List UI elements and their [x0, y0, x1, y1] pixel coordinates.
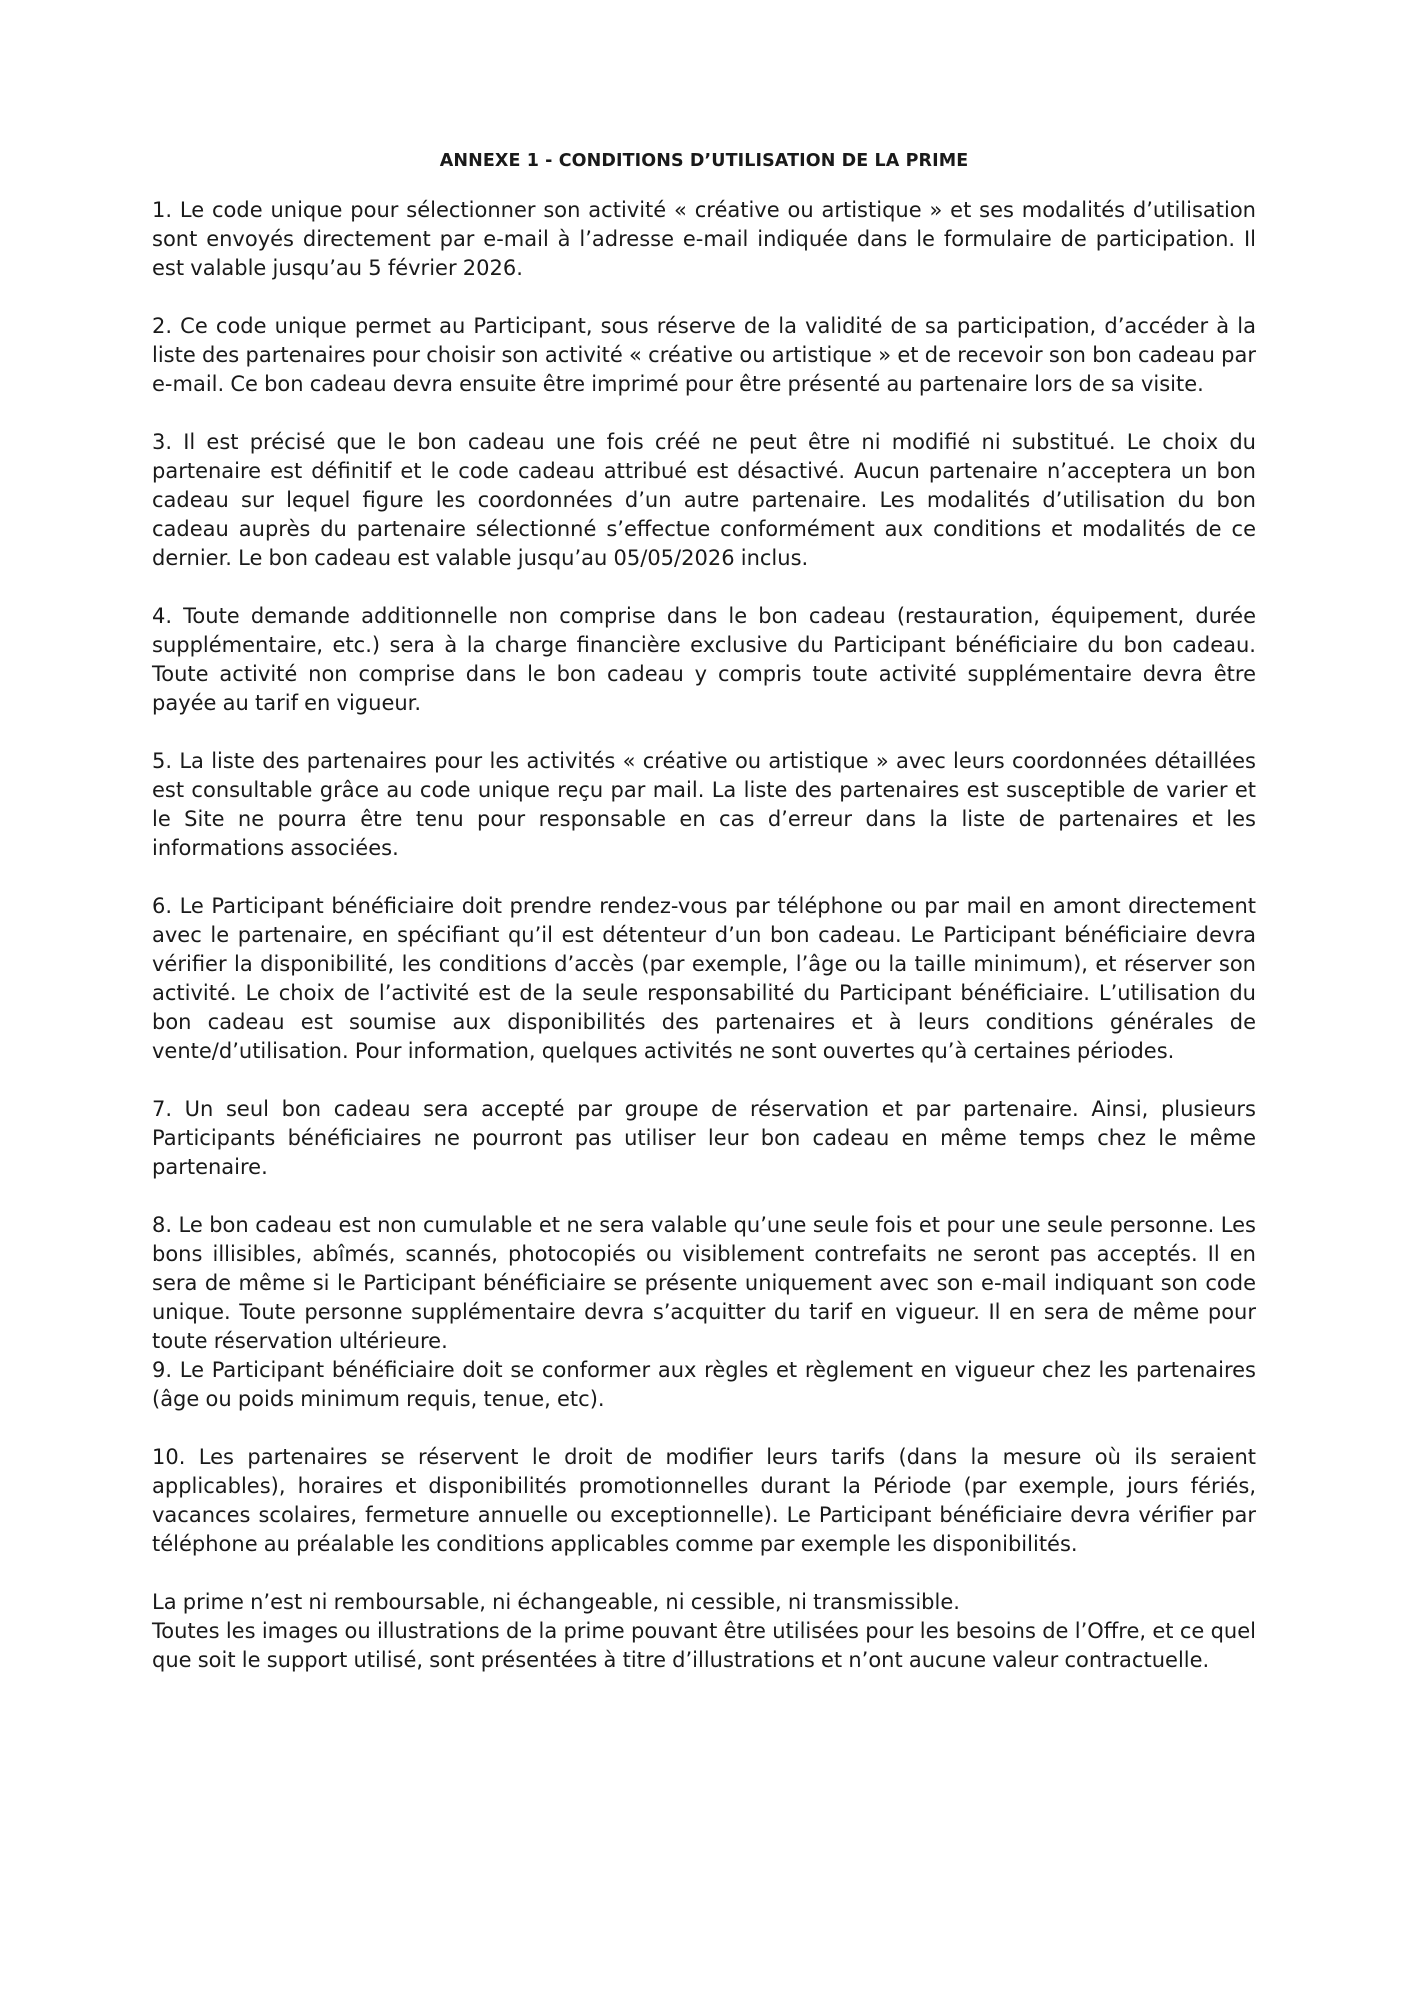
spacer: [152, 283, 1256, 312]
spacer: [152, 399, 1256, 428]
spacer: [152, 573, 1256, 602]
spacer: [152, 1182, 1256, 1211]
clause-8: 8. Le bon cadeau est non cumulable et ne sera valable qu’une seule fois et pour une seule personne. Les bons illisibles, abîmés, scannés, photocopiés ou visiblement contrefaits ne seront pas acceptés. Il en sera de même si le Participant bénéficiaire se présente uniquement avec son e-mail indiquant son code unique. Toute personne supplémentaire devra s’acquitter du tarif en vigueur. Il en sera de même pour toute réservation ultérieure.: [152, 1213, 1256, 1353]
clause-7: 7. Un seul bon cadeau sera accepté par groupe de réservation et par partenaire. Ainsi, plusieurs Participants bénéficiaires ne pourront pas utiliser leur bon cadeau en même temps chez le même partenaire.: [152, 1097, 1256, 1179]
clause-5: 5. La liste des partenaires pour les activités « créative ou artistique » avec leurs coordonnées détaillées est consultable grâce au code unique reçu par mail. La liste des partenaires est susceptible de varier et le Site ne pourra être tenu pour responsable en cas d’erreur dans la liste de partenaires et les informations associées.: [152, 749, 1256, 860]
clause-3: 3. Il est précisé que le bon cadeau une fois créé ne peut être ni modifié ni substitué. Le choix du partenaire est définitif et le code cadeau attribué est désactivé. Aucun partenaire n’acceptera un bon cadeau sur lequel figure les coordonnées d’un autre partenaire. Les modalités d’utilisation du bon cadeau auprès du partenaire sélectionné s’effectue conformément aux conditions et modalités de ce dernier. Le bon cadeau est valable jusqu’au 05/05/2026 inclus.: [152, 430, 1256, 570]
document-page: [152, 150, 1256, 1675]
clause-4: 4. Toute demande additionnelle non comprise dans le bon cadeau (restauration, équipement, durée supplémentaire, etc.) sera à la charge financière exclusive du Participant bénéficiaire du bon cadeau. Toute activité non comprise dans le bon cadeau y compris toute activité supplémentaire devra être payée au tarif en vigueur.: [152, 604, 1256, 715]
clause-10: 10. Les partenaires se réservent le droit de modifier leurs tarifs (dans la mesure où ils seraient applicables), horaires et disponibilités promotionnelles durant la Période (par exemple, jours fériés, vacances scolaires, fermeture annuelle ou exceptionnelle). Le Participant bénéficiaire devra vérifier par téléphone au préalable les conditions applicables comme par exemple les disponibilités.: [152, 1445, 1256, 1556]
spacer: [152, 863, 1256, 892]
clause-6: 6. Le Participant bénéficiaire doit prendre rendez-vous par téléphone ou par mail en amont directement avec le partenaire, en spécifiant qu’il est détenteur d’un bon cadeau. Le Participant bénéficiaire devra vérifier la disponibilité, les conditions d’accès (par exemple, l’âge ou la taille minimum), et réserver son activité. Le choix de l’activité est de la seule responsabilité du Participant bénéficiaire. L’utilisation du bon cadeau est soumise aux disponibilités des partenaires et à leurs conditions générales de vente/d’utilisation. Pour information, quelques activités ne sont ouvertes qu’à certaines périodes.: [152, 894, 1256, 1063]
spacer: [152, 1066, 1256, 1095]
clause-9: 9. Le Participant bénéficiaire doit se conformer aux règles et règlement en vigueur chez les partenaires (âge ou poids minimum requis, tenue, etc).: [152, 1358, 1256, 1411]
clause-1: 1. Le code unique pour sélectionner son activité « créative ou artistique » et ses modalités d’utilisation sont envoyés directement par e-mail à l’adresse e-mail indiquée dans le formulaire de participation. Il est valable jusqu’au 5 février 2026.: [152, 198, 1256, 280]
closing-statement-images: Toutes les images ou illustrations de la prime pouvant être utilisées pour les besoins de l’Offre, et ce quel que soit le support utilisé, sont présentées à titre d’illustrations et n’ont aucune valeur contractuelle.: [152, 1619, 1256, 1672]
spacer: [152, 1559, 1256, 1588]
closing-statement-refund: La prime n’est ni remboursable, ni échangeable, ni cessible, ni transmissible.: [152, 1590, 960, 1614]
spacer: [152, 718, 1256, 747]
document-title: ANNEXE 1 - CONDITIONS D’UTILISATION DE LA PRIME: [439, 151, 969, 171]
clause-2: 2. Ce code unique permet au Participant, sous réserve de la validité de sa participation, d’accéder à la liste des partenaires pour choisir son activité « créative ou artistique » et de recevoir son bon cadeau par e-mail. Ce bon cadeau devra ensuite être imprimé pour être présenté au partenaire lors de sa visite.: [152, 314, 1256, 396]
spacer: [152, 1414, 1256, 1443]
